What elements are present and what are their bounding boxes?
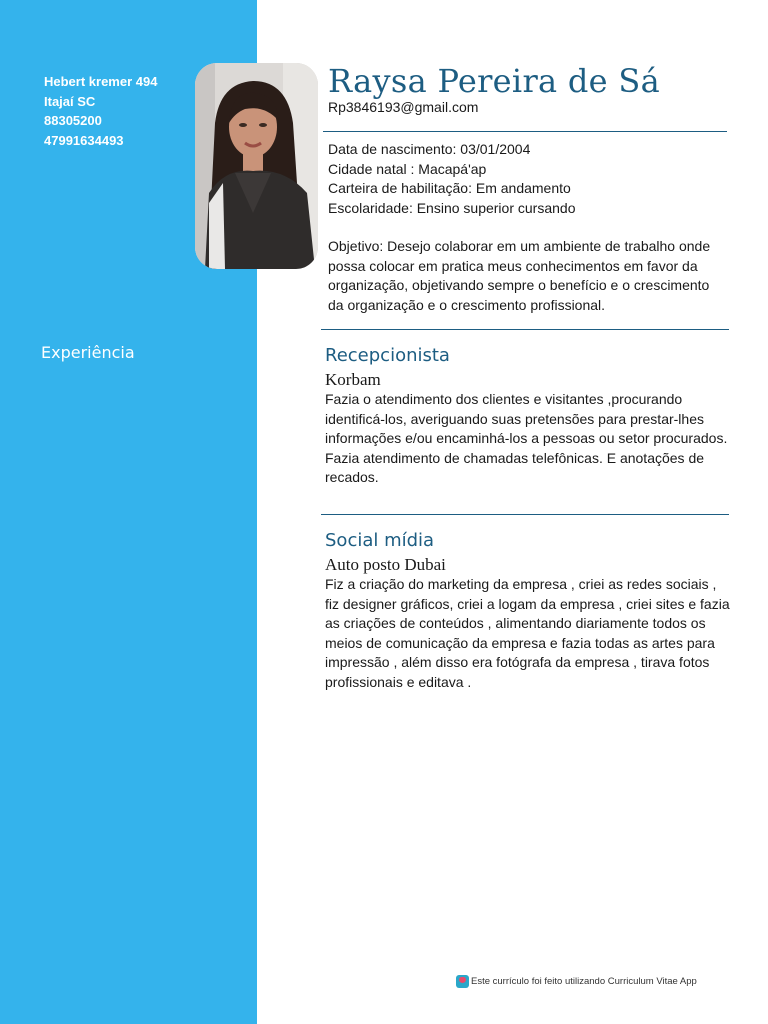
job-description: Fiz a criação do marketing da empresa , criei as redes sociais , fiz designer gráficos, criei a logam da empresa , criei sites e fazia as criações de conteúdos , alimentando diariamente todos os meios de comunicação da empresa e fazia todas as artes para impressão , além disso era fotógrafa da empresa , tirava fotos profissionais e editava .	[325, 576, 730, 690]
candidate-name: Raysa Pereira de Sá	[328, 62, 660, 100]
job-title: Social mídia	[325, 530, 435, 551]
contact-address: Hebert kremer 494	[44, 74, 158, 89]
objective-text: Objetivo: Desejo colaborar em um ambiente de trabalho onde possa colocar em pratica meus conhecimentos em favor da organização, objetivando sempre o benefício e o crescimento da organização e o crescimento profissional.	[328, 238, 711, 313]
divider-experience-1	[321, 329, 729, 330]
birth-date: Data de nascimento: 03/01/2004	[328, 141, 531, 157]
contact-cep: 88305200	[44, 113, 102, 128]
education: Escolaridade: Ensino superior cursando	[328, 199, 576, 216]
footer-text: Este currículo foi feito utilizando Curriculum Vitae App	[471, 976, 697, 987]
footer-credit	[456, 975, 697, 988]
divider-header	[323, 131, 727, 132]
job-description: Fazia o atendimento dos clientes e visitantes ,procurando identificá-los, averiguando suas pretensões para prestar-lhes informações e/ou encaminhá-los a pessoas ou setor procurados. Fazia atendimento de chamadas telefônicas. E anotações de recados.	[325, 391, 728, 485]
personal-info	[328, 140, 720, 315]
divider-experience-2	[321, 514, 729, 515]
driver-license: Carteira de habilitação: Em andamento	[328, 180, 571, 196]
job-entry	[325, 530, 730, 692]
job-company: Korbam	[325, 370, 381, 389]
app-logo-icon	[456, 975, 469, 988]
job-entry	[325, 345, 730, 488]
experience-heading: Experiência	[41, 343, 135, 362]
contact-phone: 47991634493	[44, 132, 124, 148]
profile-photo	[195, 63, 318, 269]
hometown: Cidade natal : Macapá'ap	[328, 160, 487, 177]
contact-block	[44, 72, 157, 150]
job-title: Recepcionista	[325, 345, 450, 366]
job-company: Auto posto Dubai	[325, 555, 446, 574]
email-text: Rp3846193@gmail.com	[328, 99, 479, 115]
contact-city: Itajaí SC	[44, 93, 96, 109]
